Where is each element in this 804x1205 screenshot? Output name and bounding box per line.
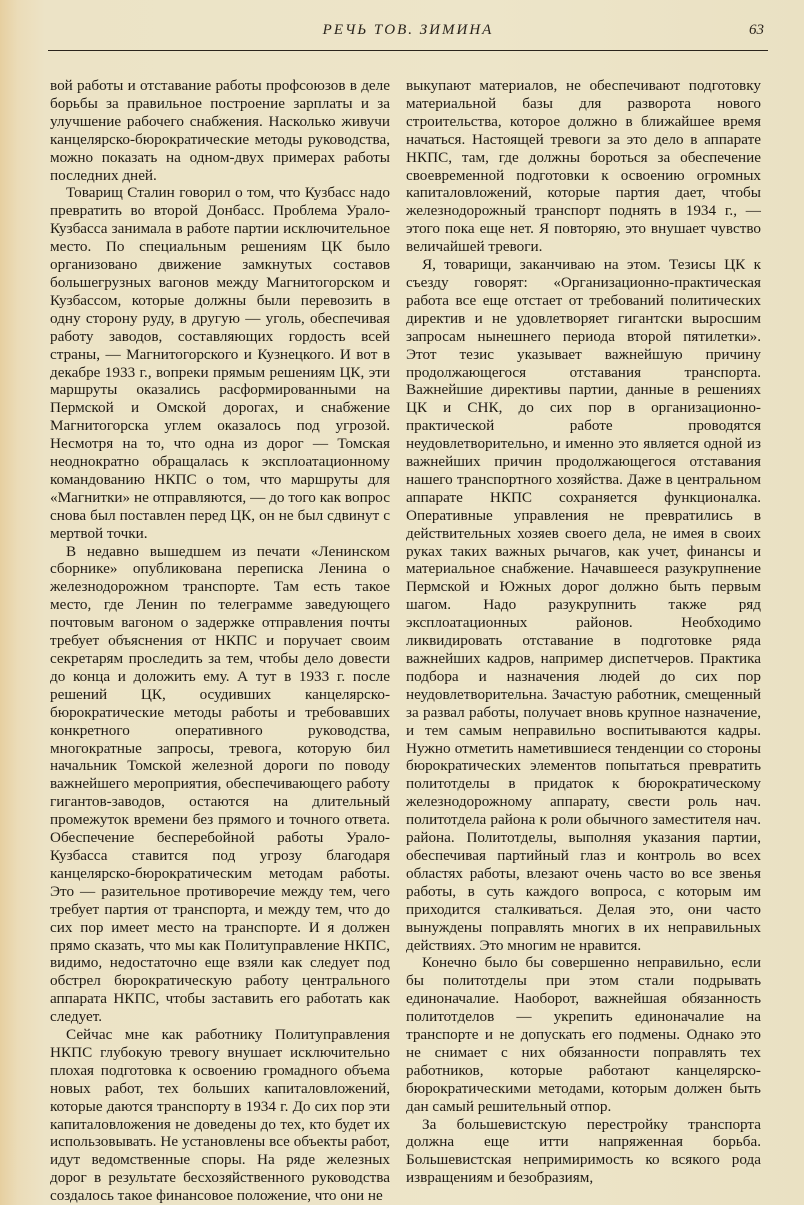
running-title: РЕЧЬ ТОВ. ЗИМИНА	[322, 22, 494, 38]
left-column	[50, 77, 390, 1205]
paragraph: Конечно было бы совершенно неправильно, если бы политотделы при этом стали подрывать единоначалие. Наоборот, важнейшая обязанность политотделов — укрепить единоначалие на транспорте и не допускать его подмены. Однако это не снимает с них обязанности поправлять тех работников, которые работают канцелярско-бюрократическими методами, которым должен быть дан самый решительный отпор.	[406, 954, 761, 1115]
page-header	[48, 22, 768, 51]
paragraph: Товарищ Сталин говорил о том, что Кузбасс надо превратить во второй Донбасс. Проблема Урало-Кузбасса занимала в работе партии исключительное место. По специальным решениям ЦК было организовано движение замкнутых составов большегрузных вагонов между Магнитогорском и Кузбассом, которые должны были перевозить в одну сторону руду, в другую — уголь, обеспечивая работу заводов, составляющих гордость всей страны, — Магнитогорского и Кузнецкого. И вот в декабре 1933 г., вопреки прямым решениям ЦК, эти маршруты оказались расформированными на Пермской и Омской дорогах, и снабжение Магнитогорска углем оказалось под угрозой. Несмотря на то, что одна из дорог — Томская неоднократно обращалась к эксплоатационному командованию НКПС о том, что маршруты для «Магнитки» не отправляются, — до того как вопрос снова был поставлен перед ЦК, он не был сдвинут с мертвой точки.	[50, 184, 390, 542]
paragraph: вой работы и отставание работы профсоюзов в деле борьбы за правильное построение зарплаты и за улучшение рабочего снабжения. Насколько живучи канцелярско-бюрократические методы руководства, можно показать на одном-двух примерах работы последних дней.	[50, 77, 390, 184]
right-column	[406, 77, 761, 1187]
paragraph: Сейчас мне как работнику Политуправления НКПС глубокую тревогу внушает исключительно плохая подготовка к освоению громадного объема новых работ, тех больших капиталовложений, которые даются транспорту в 1934 г. До сих пор эти капиталовложения не доведены до тех, кто будет их использовывать. Не установлены все объекты работ, идут ведомственные споры. На ряде железных дорог в результате бесхозяйственного руководства создалось такое финансовое положение, что они не	[50, 1026, 390, 1205]
paragraph: выкупают материалов, не обеспечивают подготовку материальной базы для разворота нового строительства, которое должно в ближайшее время начаться. Настоящей тревоги за это дело в аппарате НКПС, там, где должны бороться за обеспечение своевременной подготовки к освоению огромных капиталовложений, которые партия дает, чтобы железнодорожный транспорт поднять в 1934 г., — этого пока еще нет. Я повторяю, это внушает чувство величайшей тревоги.	[406, 77, 761, 256]
paragraph: Я, товарищи, заканчиваю на этом. Тезисы ЦК к съезду говорят: «Организационно-практическая работа все еще отстает от требований политических директив и не удовлетворяет гигантски выросшим запросам нынешнего периода второй пятилетки». Этот тезис указывает важнейшую причину продолжающегося отставания транспорта. Важнейшие директивы партии, данные в решениях ЦК и СНК, до сих пор в организационно-практической работе проводятся неудовлетворительно, и именно это является одной из важнейших причин продолжающегося отставания нашего транспортного хозяйства. Даже в центральном аппарате НКПС сохраняется функционалка. Оперативные управления не превратились в действительных хозяев своего дела, не имея в своих руках таких важных рычагов, как учет, финансы и материальное снабжение. Начавшееся разукрупнение Пермской и Южных дорог должно быть первым шагом. Надо разукрупнить также ряд эксплоатационных районов. Необходимо ликвидировать отставание в подготовке ряда важнейших кадров, например диспетчеров. Практика подбора и назначения людей до сих пор неудовлетворительна. Зачастую работник, смещенный за развал работы, получает вновь крупное назначение, и тем самым неправильно воспитываются кадры. Нужно отметить наметившиеся тенденции со стороны бюрократических элементов попытаться превратить политотделы в придаток к бюрократическому железнодорожному аппарату, свести роль нач. политотдела района к роли обычного заместителя нач. района. Политотделы, выполняя указания партии, обеспечивая партийный глаз и контроль во всех областях работы, влезают очень часто во все звенья работы, в суть каждого вопроса, с которым им приходится сталкиваться. Делая это, они часто вынуждены поправлять многих в их неправильных действиях. Это многим не нравится.	[406, 256, 761, 954]
paragraph: В недавно вышедшем из печати «Ленинском сборнике» опубликована переписка Ленина о железнодорожном транспорте. Там есть такое место, где Ленин по телеграмме заведующего почтовым вагоном о задержке отправления почты требует объяснения от НКПС и поручает своим секретарям проследить за тем, чтобы дело довести до конца и доложить ему. А тут в 1933 г. после решений ЦК, осудивших канцелярско-бюрократические методы работы и требовавших конкретного оперативного руководства, многократные запросы, тревога, которую бил начальник Томской железной дороги по поводу важнейшего мероприятия, обеспечивающего работу гигантов-заводов, остаются на длительный промежуток времени без прямого и точного ответа. Обеспечение бесперебойной работы Урало-Кузбасса ставится под угрозу благодаря канцелярско-бюрократическим методам работы. Это — разительное противоречие между тем, чего требует партия от транспорта, и между тем, что до сих пор имеет место на транспорте. И я должен прямо сказать, что мы как Политуправление НКПС, видимо, недостаточно еще взяли как следует под обстрел бюрократическую работу центрального аппарата НКПС, чтобы заставить его работать как следует.	[50, 542, 390, 1026]
paragraph: За большевистскую перестройку транспорта должна еще итти напряженная борьба. Большевистская непримиримость ко всякого рода извращениям и безобразиям,	[406, 1115, 761, 1187]
page-number: 63	[749, 22, 764, 38]
